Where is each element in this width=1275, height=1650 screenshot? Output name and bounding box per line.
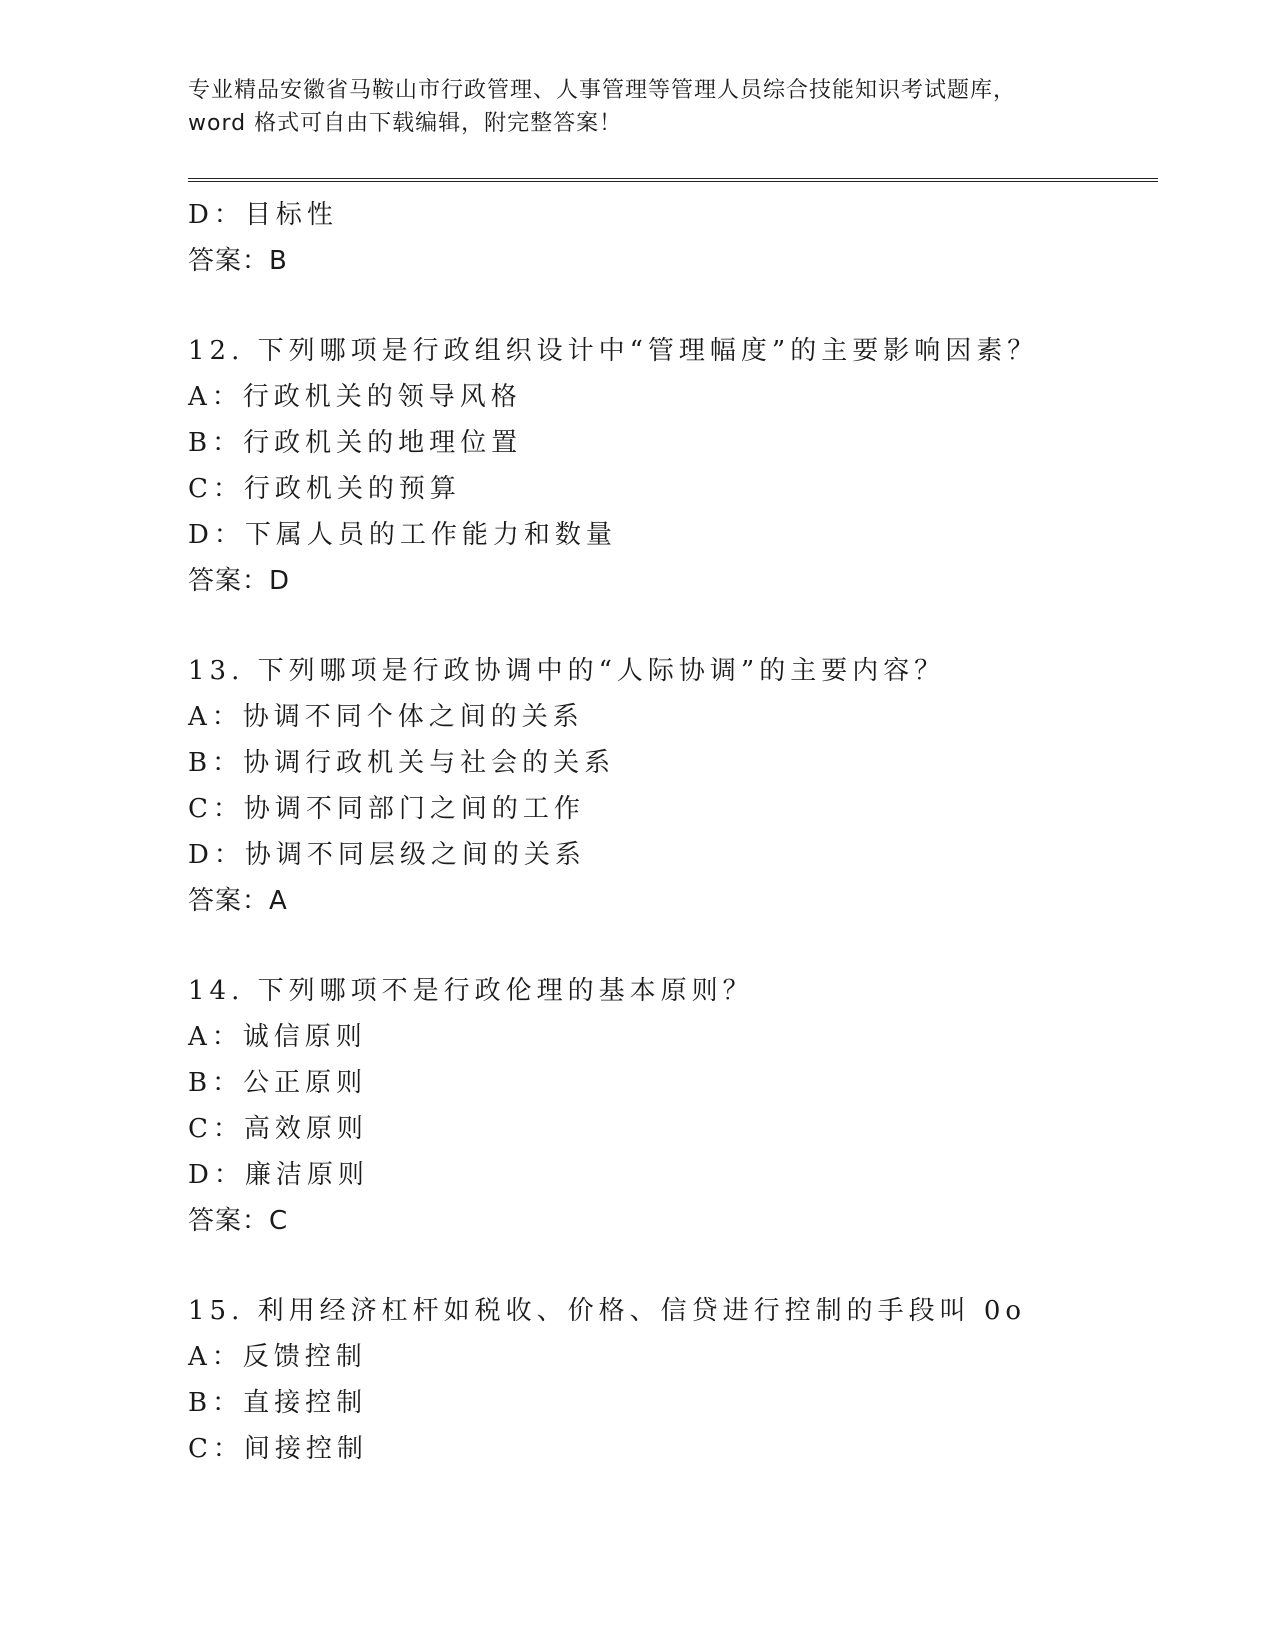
question-14 (188, 968, 1148, 1244)
option-d: D：协调不同层级之间的关系 (188, 840, 586, 870)
option-b: B：直接控制 (188, 1388, 368, 1418)
option-a: A：反馈控制 (188, 1342, 367, 1372)
spacer (188, 924, 1148, 968)
question-content (188, 192, 1148, 1472)
option-c: C：协调不同部门之间的工作 (188, 794, 585, 824)
option-b: B：行政机关的地理位置 (188, 428, 523, 458)
option-d: D：目标性 (188, 200, 338, 230)
answer: 答案：D (188, 566, 291, 596)
option-d: D：下属人员的工作能力和数量 (188, 520, 617, 550)
spacer (188, 284, 1148, 328)
answer: 答案：A (188, 886, 288, 916)
header-line-2: word 格式可自由下载编辑，附完整答案！ (188, 111, 623, 136)
question-title: 14. 下列哪项不是行政伦理的基本原则？ (188, 976, 754, 1006)
document-header (188, 74, 1088, 140)
spacer (188, 604, 1148, 648)
option-c: C：行政机关的预算 (188, 474, 461, 504)
question-title: 13. 下列哪项是行政协调中的“人际协调”的主要内容？ (188, 656, 946, 686)
header-divider (188, 178, 1158, 182)
option-c: C：高效原则 (188, 1114, 368, 1144)
question-15 (188, 1288, 1148, 1472)
question-title: 12. 下列哪项是行政组织设计中“管理幅度”的主要影响因素？ (188, 336, 1039, 366)
question-12 (188, 328, 1148, 604)
option-a: A：诚信原则 (188, 1022, 367, 1052)
option-c: C：间接控制 (188, 1434, 368, 1464)
question-13 (188, 648, 1148, 924)
spacer (188, 1244, 1148, 1288)
answer: 答案：B (188, 246, 288, 276)
header-line-1: 专业精品安徽省马鞍山市行政管理、人事管理等管理人员综合技能知识考试题库， (188, 78, 1017, 103)
question-11-tail (188, 192, 1148, 284)
option-a: A：协调不同个体之间的关系 (188, 702, 584, 732)
question-title: 15. 利用经济杠杆如税收、价格、信贷进行控制的手段叫 0o (188, 1296, 1027, 1326)
option-d: D：廉洁原则 (188, 1160, 369, 1190)
option-a: A：行政机关的领导风格 (188, 382, 522, 412)
option-b: B：协调行政机关与社会的关系 (188, 748, 616, 778)
answer: 答案：C (188, 1206, 289, 1236)
option-b: B：公正原则 (188, 1068, 368, 1098)
